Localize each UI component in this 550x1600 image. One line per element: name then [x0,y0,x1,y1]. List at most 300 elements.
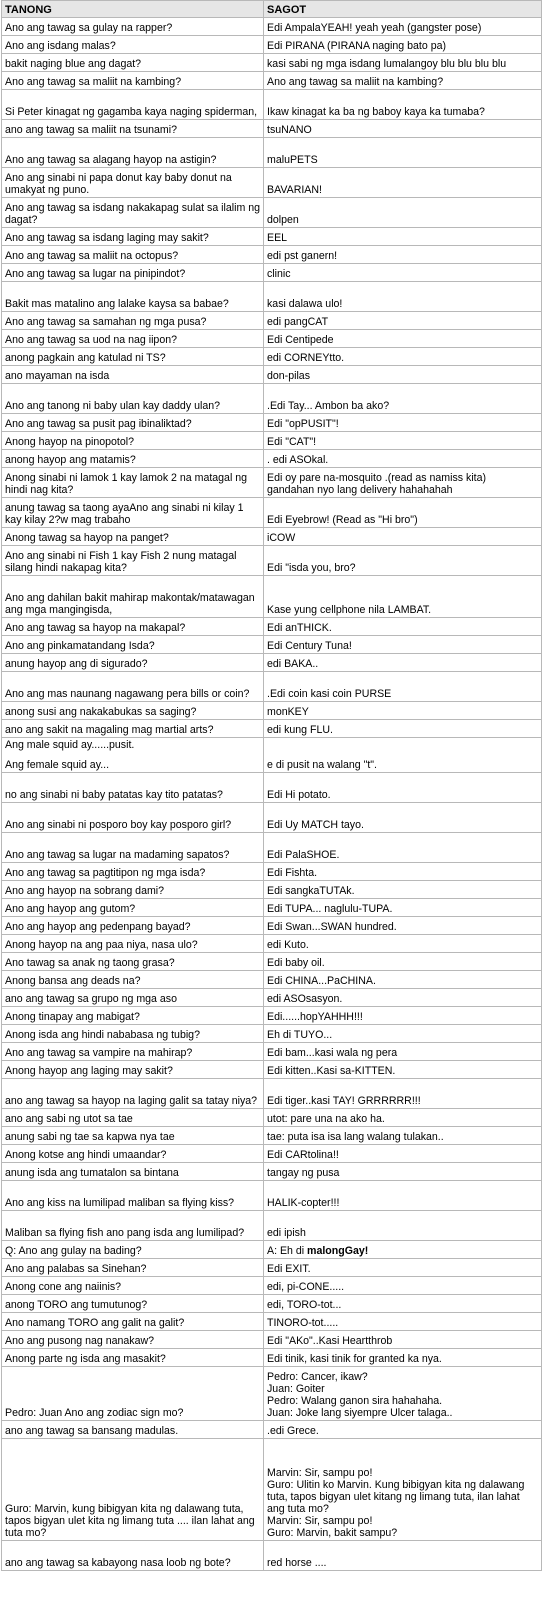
question-cell [2,432,264,450]
question-text: Ano ang palabas sa Sinehan? [5,1263,147,1275]
table-row [2,330,542,348]
question-cell [2,366,264,384]
question-cell [2,1061,264,1079]
question-cell [2,1367,264,1421]
table-row [2,1181,542,1211]
table-row [2,1211,542,1241]
answer-cell [264,228,542,246]
table-row [2,1541,542,1571]
answer-text: Marvin: Sir, sampu po! [267,1515,373,1527]
answer-text: Edi Centipede [267,334,334,346]
answer-text: don-pilas [267,370,310,382]
answer-text: Kase yung cellphone nila LAMBAT. [267,604,432,616]
question-text: Ano ang sinabi ni papa donut kay baby donut na umakyat ng puno. [5,172,232,196]
question-cell [2,468,264,498]
answer-cell [264,54,542,72]
answer-text: dolpen [267,214,299,226]
table-row [2,1277,542,1295]
question-cell [2,971,264,989]
question-cell [2,1439,264,1541]
question-cell [2,36,264,54]
question-text: Ano ang tawag sa samahan ng mga pusa? [5,316,207,328]
question-cell [2,989,264,1007]
question-cell [2,1277,264,1295]
question-cell [2,414,264,432]
question-cell [2,54,264,72]
answer-cell [264,330,542,348]
answer-cell [264,899,542,917]
answer-cell [264,773,542,803]
answer-cell [264,1367,542,1421]
answer-cell [264,1145,542,1163]
question-cell [2,330,264,348]
answer-cell [264,989,542,1007]
question-cell [2,1421,264,1439]
table-row [2,54,542,72]
question-text: anung sabi ng tae sa kapwa nya tae [5,1131,175,1143]
question-cell [2,1211,264,1241]
question-text: anong TORO ang tumutunog? [5,1299,148,1311]
answer-text: Edi Eyebrow! (Read as "Hi bro") [267,514,418,526]
question-text: no ang sinabi ni baby patatas kay tito patatas? [5,789,223,801]
answer-text: . edi ASOkal. [267,454,329,466]
question-text: Q: Ano ang gulay na bading? [5,1245,142,1257]
question-text: Bakit mas matalino ang lalake kaysa sa babae? [5,298,229,310]
answer-cell [264,672,542,702]
answer-text: kasi sabi ng mga isdang lumalangoy blu blu blu blu [267,58,507,70]
table-row [2,36,542,54]
answer-cell [264,120,542,138]
answer-text: Edi......hopYAHHH!!! [267,1011,363,1023]
answer-text: Juan: Goiter [267,1383,325,1395]
table-row [2,576,542,618]
answer-text: Edi Swan...SWAN hundred. [267,921,397,933]
table-row [2,618,542,636]
question-cell [2,738,264,773]
question-text: Ano ang tawag sa isdang laging may sakit? [5,232,209,244]
answer-text: clinic [267,268,291,280]
question-cell [2,1025,264,1043]
table-row [2,899,542,917]
question-text: Anong isda ang hindi nababasa ng tubig? [5,1029,200,1041]
question-cell [2,228,264,246]
answer-cell [264,366,542,384]
answer-text: monKEY [267,706,309,718]
question-cell [2,881,264,899]
question-cell [2,1541,264,1571]
answer-text: Edi "CAT"! [267,436,317,448]
answer-text: edi ASOsasyon. [267,993,343,1005]
question-text: Anong tawag sa hayop na panget? [5,532,169,544]
question-text: ano mayaman na isda [5,370,110,382]
answer-cell [264,432,542,450]
answer-cell [264,1127,542,1145]
table-row [2,282,542,312]
question-cell [2,120,264,138]
table-row [2,1241,542,1259]
answer-text: Edi tiger..kasi TAY! GRRRRRR!!! [267,1095,421,1107]
answer-cell [264,468,542,498]
question-text: ano ang tawag sa bansang madulas. [5,1425,179,1437]
question-cell [2,672,264,702]
table-row [2,917,542,935]
answer-text: .Edi Tay... Ambon ba ako? [267,400,390,412]
answer-cell [264,1313,542,1331]
question-cell [2,953,264,971]
question-cell [2,72,264,90]
question-cell [2,18,264,36]
question-cell [2,1181,264,1211]
answer-cell [264,1109,542,1127]
answer-cell [264,935,542,953]
answer-cell [264,1541,542,1571]
answer-cell [264,1331,542,1349]
answer-cell [264,803,542,833]
question-cell [2,618,264,636]
table-row [2,198,542,228]
answer-text: Edi oy pare na-mosquito .(read as namiss kita) [267,472,487,484]
answer-text: Eh di TUYO... [267,1029,333,1041]
question-text: Si Peter kinagat ng gagamba kaya naging spiderman, [5,106,258,118]
answer-text: BAVARIAN! [267,184,322,196]
question-text: bakit naging blue ang dagat? [5,58,142,70]
answer-text: Edi "AKo"..Kasi Heartthrob [267,1335,393,1347]
header-row [2,1,542,18]
answer-cell [264,738,542,773]
answer-text: tangay ng pusa [267,1167,340,1179]
table-row [2,546,542,576]
answer-text: maluPETS [267,154,318,166]
question-text: Anong bansa ang deads na? [5,975,141,987]
answer-text: Pedro: Walang ganon sira hahahaha. [267,1395,443,1407]
table-row [2,228,542,246]
question-cell [2,636,264,654]
table-row [2,1163,542,1181]
answer-text: Edi Uy MATCH tayo. [267,819,364,831]
question-text: Ano ang tawag sa hayop na makapal? [5,622,186,634]
answer-cell [264,1421,542,1439]
table-row [2,1331,542,1349]
question-text: Anong sinabi ni lamok 1 kay lamok 2 na matagal ng hindi nag kita? [5,472,248,496]
answer-text: Edi kitten..Kasi sa-KITTEN. [267,1065,396,1077]
answer-cell [264,917,542,935]
answer-cell [264,348,542,366]
question-cell [2,899,264,917]
question-cell [2,1145,264,1163]
table-row [2,702,542,720]
table-row [2,384,542,414]
answer-text: Edi anTHICK. [267,622,332,634]
question-cell [2,833,264,863]
table-row [2,1259,542,1277]
table-row [2,654,542,672]
question-text: Ano ang tawag sa lugar na madaming sapatos? [5,849,230,861]
table-row [2,468,542,498]
answer-text: A: Eh di malongGay! [267,1245,369,1257]
question-cell [2,348,264,366]
answer-text: gandahan nyo lang delivery hahahahah [267,484,453,496]
answer-cell [264,833,542,863]
question-cell [2,1259,264,1277]
answer-cell [264,953,542,971]
question-cell [2,528,264,546]
answer-text: Edi TUPA... naglulu-TUPA. [267,903,393,915]
table-row [2,246,542,264]
answer-text: Edi AmpalaYEAH! yeah yeah (gangster pose) [267,22,482,34]
question-text: Anong cone ang naiinis? [5,1281,122,1293]
table-row [2,989,542,1007]
answer-cell [264,1079,542,1109]
question-text: Ang male squid ay......pusit. [5,739,135,751]
table-row [2,672,542,702]
answer-cell [264,1295,542,1313]
table-row [2,1313,542,1331]
answer-text: red horse .... [267,1557,327,1569]
answer-cell [264,36,542,54]
question-text: Ano ang dahilan bakit mahirap makontak/matawagan ang mga mangingisda, [5,592,255,616]
answer-cell [264,246,542,264]
question-text: anong hayop ang matamis? [5,454,136,466]
answer-cell [264,450,542,468]
qa-table [1,0,542,1571]
question-text: Ano ang tawag sa lugar na pinipindot? [5,268,186,280]
answer-cell [264,384,542,414]
question-cell [2,1127,264,1145]
question-text: Ano ang tawag sa gulay na rapper? [5,22,173,34]
answer-cell [264,90,542,120]
question-cell [2,246,264,264]
answer-cell [264,654,542,672]
table-row [2,528,542,546]
table-row [2,366,542,384]
question-text: Ano ang tawag sa pagtitipon ng mga isda? [5,867,206,879]
question-text: Pedro: Juan Ano ang zodiac sign mo? [5,1407,184,1419]
answer-text: Edi "opPUSIT"! [267,418,339,430]
question-text: Ano ang pinkamatandang Isda? [5,640,155,652]
answer-text: edi, TORO-tot... [267,1299,342,1311]
answer-cell [264,881,542,899]
answer-cell [264,636,542,654]
table-row [2,1079,542,1109]
answer-cell [264,1211,542,1241]
table-row [2,498,542,528]
table-row [2,90,542,120]
question-text: anung tawag sa taong ayaAno ang sinabi ni kilay 1 kay kilay 2?w mag trabaho [5,502,244,526]
table-row [2,264,542,282]
question-cell [2,773,264,803]
header-question: TANONG [2,1,264,18]
answer-text: edi BAKA.. [267,658,319,670]
question-text: Ano ang tawag sa isdang nakakapag sulat sa ilalim ng dagat? [5,202,261,226]
table-row [2,348,542,366]
table-row [2,414,542,432]
answer-text: tsuNANO [267,124,312,136]
answer-text: Edi CHINA...PaCHINA. [267,975,376,987]
question-text: Ano ang tawag sa vampire na mahirap? [5,1047,193,1059]
table-row [2,833,542,863]
table-row [2,168,542,198]
answer-cell [264,1277,542,1295]
answer-cell [264,702,542,720]
answer-cell [264,1025,542,1043]
answer-text: Ikaw kinagat ka ba ng baboy kaya ka tumaba? [267,106,485,118]
question-cell [2,1241,264,1259]
answer-cell [264,1259,542,1277]
question-text: Ano ang isdang malas? [5,40,116,52]
table-row [2,1127,542,1145]
question-text: Ano namang TORO ang galit na galit? [5,1317,185,1329]
table-row [2,1295,542,1313]
answer-text: iCOW [267,532,296,544]
table-row [2,1043,542,1061]
answer-text: Edi EXIT. [267,1263,311,1275]
question-text: ano ang sakit na magaling mag martial arts? [5,724,214,736]
answer-cell [264,1007,542,1025]
answer-text: e di pusit na walang "t". [267,759,377,771]
table-row [2,18,542,36]
question-text: Ano ang tawag sa uod na nag iipon? [5,334,177,346]
question-cell [2,198,264,228]
answer-text: edi ipish [267,1227,306,1239]
answer-cell [264,264,542,282]
answer-text: Marvin: Sir, sampu po! [267,1467,373,1479]
answer-cell [264,618,542,636]
answer-cell [264,863,542,881]
table-row [2,1061,542,1079]
answer-text: EEL [267,232,288,244]
answer-text: TINORO-tot..... [267,1317,339,1329]
answer-cell [264,1349,542,1367]
table-row [2,432,542,450]
question-cell [2,1043,264,1061]
question-cell [2,450,264,468]
question-text: ano ang tawag sa maliit na tsunami? [5,124,177,136]
answer-text: HALIK-copter!!! [267,1197,340,1209]
answer-cell [264,971,542,989]
answer-text: tae: puta isa isa lang walang tulakan.. [267,1131,444,1143]
table-row [2,312,542,330]
question-cell [2,1295,264,1313]
table-row [2,738,542,773]
question-text: Anong hayop na pinopotol? [5,436,135,448]
question-cell [2,702,264,720]
answer-text: Edi CARtolina!! [267,1149,339,1161]
answer-text: edi pst ganern! [267,250,338,262]
question-text: Ano ang sinabi ni Fish 1 kay Fish 2 nung matagal silang hindi nakapag kita? [5,550,237,574]
table-row [2,720,542,738]
answer-cell [264,546,542,576]
answer-cell [264,282,542,312]
answer-text: Ano ang tawag sa maliit na kambing? [267,76,444,88]
answer-text: Edi baby oil. [267,957,325,969]
table-row [2,881,542,899]
question-cell [2,1163,264,1181]
table-row [2,1367,542,1421]
question-text: Ano ang tawag sa pusit pag ibinaliktad? [5,418,192,430]
answer-text: edi CORNEYtto. [267,352,345,364]
question-cell [2,264,264,282]
question-text: Ano ang kiss na lumilipad maliban sa flying kiss? [5,1197,235,1209]
question-cell [2,863,264,881]
question-text: anung isda ang tumatalon sa bintana [5,1167,179,1179]
question-cell [2,1007,264,1025]
answer-cell [264,576,542,618]
question-cell [2,803,264,833]
question-cell [2,935,264,953]
question-text: Ano tawag sa anak ng taong grasa? [5,957,175,969]
question-cell [2,546,264,576]
question-text: ano ang tawag sa grupo ng mga aso [5,993,177,1005]
question-text: Anong kotse ang hindi umaandar? [5,1149,167,1161]
answer-cell [264,1181,542,1211]
answer-text: Edi Century Tuna! [267,640,352,652]
answer-text: Edi sangkaTUTAk. [267,885,355,897]
answer-cell [264,498,542,528]
table-row [2,803,542,833]
answer-cell [264,168,542,198]
question-cell [2,720,264,738]
header-answer: SAGOT [264,1,542,18]
answer-text: Edi PIRANA (PIRANA naging bato pa) [267,40,447,52]
question-text: Anong parte ng isda ang masakit? [5,1353,166,1365]
answer-cell [264,1163,542,1181]
answer-cell [264,312,542,330]
answer-text: edi pangCAT [267,316,329,328]
question-cell [2,1331,264,1349]
answer-cell [264,1241,542,1259]
table-row [2,1007,542,1025]
answer-text: Edi tinik, kasi tinik for granted ka nya. [267,1353,442,1365]
question-text: anong susi ang nakakabukas sa saging? [5,706,197,718]
answer-cell [264,1061,542,1079]
answer-text: edi Kuto. [267,939,309,951]
answer-cell [264,528,542,546]
answer-text: .edi Grece. [267,1425,319,1437]
question-text: ano ang sabi ng utot sa tae [5,1113,133,1125]
answer-text: kasi dalawa ulo! [267,298,343,310]
question-text: Ang female squid ay... [5,759,110,771]
answer-text: Edi PalaSHOE. [267,849,340,861]
question-cell [2,282,264,312]
answer-text: Edi bam...kasi wala ng pera [267,1047,398,1059]
question-cell [2,168,264,198]
answer-cell [264,1439,542,1541]
table-row [2,1025,542,1043]
question-text: Ano ang hayop ang pedenpang bayad? [5,921,191,933]
answer-text: Edi "isda you, bro? [267,562,356,574]
answer-cell [264,18,542,36]
question-text: anung hayop ang di sigurado? [5,658,148,670]
question-cell [2,1109,264,1127]
table-row [2,1439,542,1541]
answer-text: Guro: Marvin, bakit sampu? [267,1527,398,1539]
answer-text: Guro: Ulitin ko Marvin. Kung bibigyan kita ng dalawang tuta, tapos bigyan ulet kitang ng limang tuta, ilan lahat ang tuta mo? [267,1479,525,1515]
question-text: Ano ang mas naunang nagawang pera bills or coin? [5,688,250,700]
answer-text: .Edi coin kasi coin PURSE [267,688,392,700]
answer-text: Pedro: Cancer, ikaw? [267,1371,368,1383]
table-row [2,863,542,881]
question-cell [2,498,264,528]
question-text: Ano ang tawag sa maliit na kambing? [5,76,182,88]
question-text: Maliban sa flying fish ano pang isda ang lumilipad? [5,1227,245,1239]
answer-cell [264,414,542,432]
question-text: Ano ang tawag sa maliit na octopus? [5,250,179,262]
table-row [2,72,542,90]
answer-text: edi kung FLU. [267,724,333,736]
table-row [2,138,542,168]
answer-cell [264,1043,542,1061]
question-text: Ano ang hayop ang gutom? [5,903,136,915]
